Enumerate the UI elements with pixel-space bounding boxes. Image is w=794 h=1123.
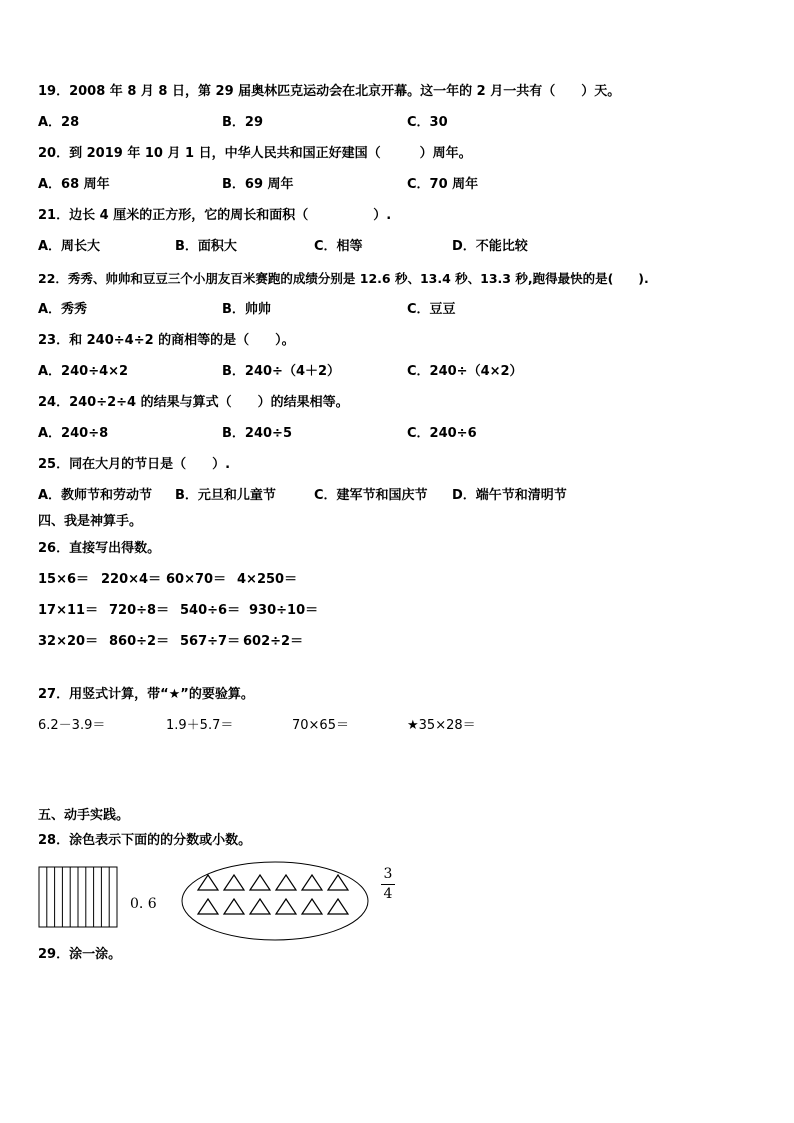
question-28: 28．涂色表示下面的的分数或小数。: [38, 833, 252, 848]
section-4-heading: 四、我是神算手。: [38, 514, 143, 529]
question-22: 22．秀秀、帅帅和豆豆三个小朋友百米赛跑的成绩分别是 12.6 秒、13.4 秒、13.3 秒,跑得最快的是( ).: [38, 271, 649, 286]
calc-item: 567÷7＝: [180, 634, 241, 649]
calc-item: 17×11＝: [38, 603, 99, 618]
calc-item: 602÷2＝: [243, 634, 304, 649]
q24-option-c: C．240÷6: [407, 426, 477, 441]
q21-option-c: C．相等: [314, 239, 363, 254]
calc-item: 930÷10＝: [249, 603, 319, 618]
vertical-calc-item: 1.9＋5.7＝: [166, 718, 234, 733]
q23-option-b: B．240÷（4＋2）: [222, 364, 341, 379]
decimal-label: 0. 6: [130, 896, 157, 912]
q25-option-d: D．端午节和清明节: [452, 488, 567, 503]
calc-item: 4×250＝: [237, 572, 298, 587]
q25-option-b: B．元旦和儿童节: [175, 488, 276, 503]
q21-option-b: B．面积大: [175, 239, 237, 254]
q23-option-c: C．240÷（4×2）: [407, 364, 523, 379]
q20-option-c: C．70 周年: [407, 177, 479, 192]
question-24: 24．240÷2÷4 的结果与算式（ ）的结果相等。: [38, 395, 349, 410]
q19-option-c: C．30: [407, 115, 448, 130]
q25-option-c: C．建军节和国庆节: [314, 488, 428, 503]
q19-option-b: B．29: [222, 115, 263, 130]
calc-item: 860÷2＝: [109, 634, 170, 649]
question-23: 23．和 240÷4÷2 的商相等的是（ ）。: [38, 333, 295, 348]
triangles-ellipse[interactable]: [180, 860, 370, 942]
fraction-numerator: 3: [383, 866, 393, 882]
calc-item: 15×6＝: [38, 572, 90, 587]
q22-option-b: B．帅帅: [222, 302, 271, 317]
fraction-bar: [381, 884, 395, 885]
calc-item: 32×20＝: [38, 634, 99, 649]
q24-option-a: A．240÷8: [38, 426, 109, 441]
q23-option-a: A．240÷4×2: [38, 364, 129, 379]
question-25: 25．同在大月的节日是（ ）.: [38, 457, 231, 472]
vertical-calc-item: ★35×28＝: [407, 718, 476, 733]
fraction-three-quarters: [380, 866, 396, 903]
question-27: 27．用竖式计算，带“★”的要验算。: [38, 687, 254, 702]
section-5-heading: 五、动手实践。: [38, 808, 130, 823]
question-29: 29．涂一涂。: [38, 947, 122, 962]
fraction-denominator: 4: [383, 886, 393, 902]
q24-option-b: B．240÷5: [222, 426, 292, 441]
q21-option-d: D．不能比较: [452, 239, 528, 254]
calc-item: 220×4＝: [101, 572, 162, 587]
question-20: 20．到 2019 年 10 月 1 日，中华人民共和国正好建国（ ）周年。: [38, 146, 472, 161]
q19-option-a: A．28: [38, 115, 80, 130]
q22-option-c: C．豆豆: [407, 302, 456, 317]
question-19: 19．2008 年 8 月 8 日，第 29 届奥林匹克运动会在北京开幕。这一年的 2 月一共有（ ）天。: [38, 84, 621, 99]
calc-item: 720÷8＝: [109, 603, 170, 618]
calc-item: 540÷6＝: [180, 603, 241, 618]
vertical-calc-item: 6.2－3.9＝: [38, 718, 106, 733]
question-26: 26．直接写出得数。: [38, 541, 161, 556]
calc-item: 60×70＝: [166, 572, 227, 587]
q25-option-a: A．教师节和劳动节: [38, 488, 153, 503]
question-21: 21．边长 4 厘米的正方形，它的周长和面积（ ）.: [38, 208, 392, 223]
q20-option-b: B．69 周年: [222, 177, 294, 192]
ten-strip-rectangle[interactable]: [38, 866, 118, 928]
q21-option-a: A．周长大: [38, 239, 101, 254]
q22-option-a: A．秀秀: [38, 302, 88, 317]
q20-option-a: A．68 周年: [38, 177, 110, 192]
vertical-calc-item: 70×65＝: [292, 718, 349, 733]
